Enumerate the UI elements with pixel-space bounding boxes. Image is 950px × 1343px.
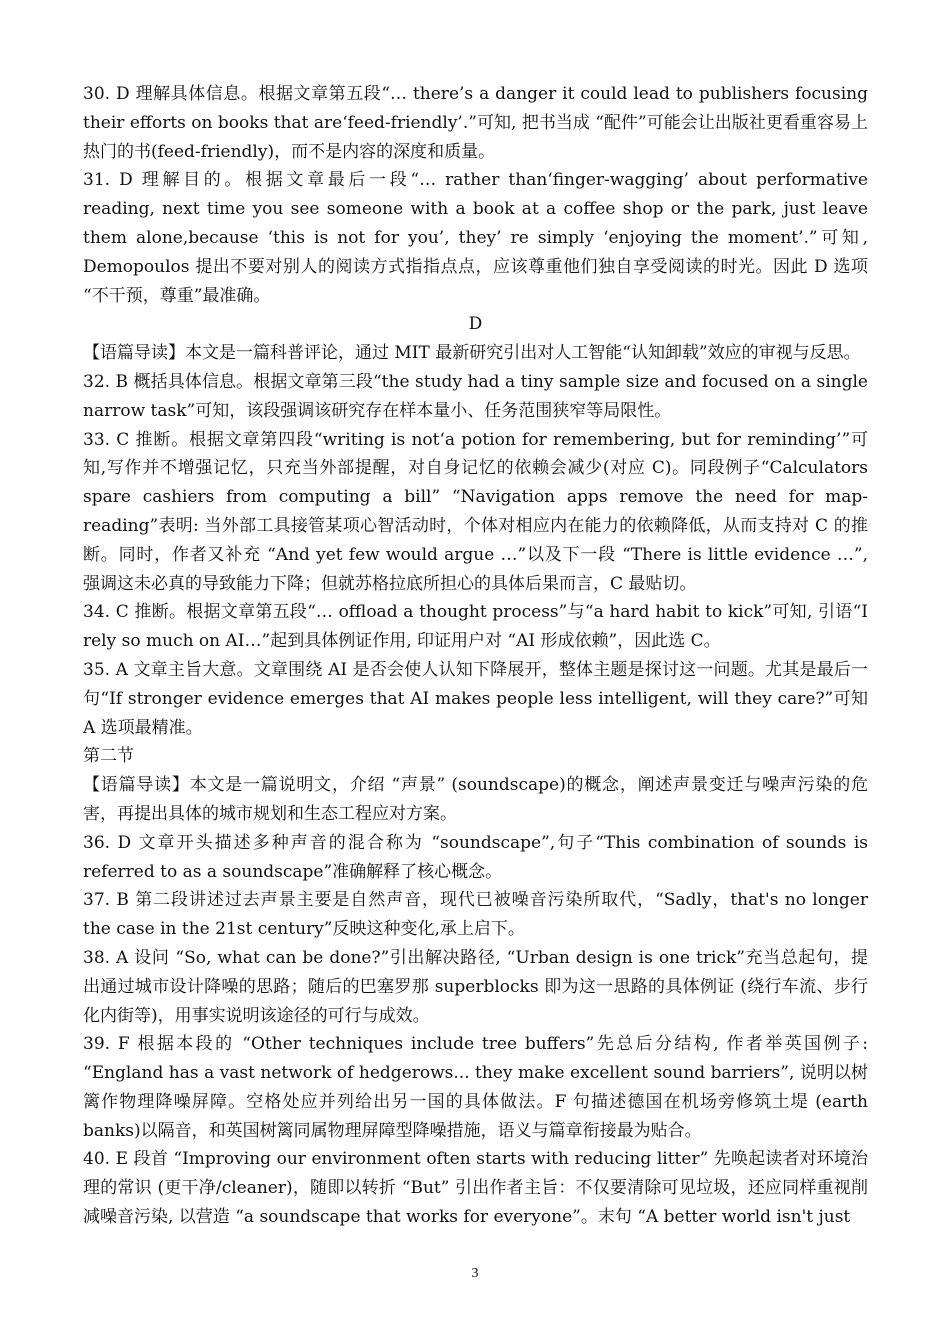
answer-30: 30. D 理解具体信息。根据文章第五段“… there’s a danger it could lead to publishers focusing their efforts on books that are‘feed-friendly’.”可知, 把书当成 “配件”可能会让出版社更看重容易上热门的书(feed-friendly)，而不是内容的深度和质量。 <box>83 84 868 162</box>
answer-40: 40. E 段首 “Improving our environment often starts with reducing litter” 先唤起读者对环境治理的常识 (更干净/cleaner)，随即以转折 “But” 引出作者主旨：不仅要清除可见垃圾，还应同样重视削减噪音污染, 以营造 “a soundscape that works for everyone”。末句 “A better world isn't just <box>83 1149 868 1228</box>
page-number: 3 <box>471 1266 479 1281</box>
answer-36: 36. D 文章开头描述多种声音的混合称为 “soundscape”,句子“This combination of sounds is referred to as a soundscape”准确解释了核心概念。 <box>83 832 868 882</box>
answer-31: 31. D 理解目的。根据文章最后一段“… rather than‘finger-wagging’ about performative reading, next time you see someone with a book at a coffee shop or the park, just leave them alone,because ‘this is not for you’, they’ re simply ‘enjoying the moment’.”可知, Demopoulos 提出不要对别人的阅读方式指指点点，应该尊重他们独自享受阅读的时光。因此 D 选项 “不干预，尊重”最准确。 <box>83 170 868 306</box>
answer-37: 37. B 第二段讲述过去声景主要是自然声音，现代已被噪音污染所取代，“Sadly，that's no longer the case in the 21st century”反映这种变化,承上启下。 <box>83 890 868 940</box>
answer-39: 39. F 根据本段的 “Other techniques include tree buffers”先总后分结构, 作者举英国例子: “England has a vast network of hedgerows... they make excellent sound barriers”, 说明以树篱作物理降噪屏障。空格处应并列给出另一国的具体做法。F 句描述德国在机场旁修筑土堤 (earth banks)以隔音，和英国树篱同属物理屏障型降噪措施，语义与篇章衔接最为贴合。 <box>83 1034 868 1141</box>
document-body <box>83 80 868 1232</box>
section-heading-d: D <box>468 314 483 335</box>
answer-38: 38. A 设问 “So, what can be done?”引出解决路径, “Urban design is one trick”充当总起句，提出通过城市设计降噪的思路；随后的巴塞罗那 superblocks 即为这一思路的具体例证 (绕行车流、步行化内街等)，用事实说明该途径的可行与成效。 <box>83 947 868 1026</box>
answer-33: 33. C 推断。根据文章第四段“writing is not‘a potion for remembering, but for reminding’”可知,写作并不增强记忆，只充当外部提醒，对自身记忆的依赖会减少(对应 C)。同段例子“Calculators spare cashiers from computing a bill” “Navigation apps remove the need for map-reading”表明: 当外部工具接管某项心智活动时，个体对相应内在能力的依赖降低，从而支持对 C 的推断。同时，作者又补充 “And yet few would argue …”以及下一段 “There is little evidence …”, 强调这未必真的导致能力下降；但就苏格拉底所担心的具体后果而言，C 最贴切。 <box>83 429 868 594</box>
passage-guide-part-two: 【语篇导读】本文是一篇说明文，介绍 “声景” (soundscape)的概念，阐述声景变迁与噪声污染的危害，再提出具体的城市规划和生态工程应对方案。 <box>83 775 868 824</box>
passage-guide-d: 【语篇导读】本文是一篇科普评论，通过 MIT 最新研究引出对人工智能“认知卸载”效应的审视与反思。 <box>83 343 861 364</box>
section-heading-part-two: 第二节 <box>83 746 134 767</box>
answer-35: 35. A 文章主旨大意。文章围绕 AI 是否会使人认知下降展开，整体主题是探讨这一问题。尤其是最后一句“If stronger evidence emerges that AI makes people less intelligent, will they care?”可知 A 选项最精准。 <box>83 659 868 738</box>
answer-32: 32. B 概括具体信息。根据文章第三段“the study had a tiny sample size and focused on a single narrow task”可知，该段强调该研究存在样本量小、任务范围狭窄等局限性。 <box>83 371 868 421</box>
answer-34: 34. C 推断。根据文章第五段“… offload a thought process”与“a hard habit to kick”可知, 引语“I rely so much on AI…”起到具体例证作用, 印证用户对 “AI 形成依赖”，因此选 C。 <box>83 602 868 652</box>
